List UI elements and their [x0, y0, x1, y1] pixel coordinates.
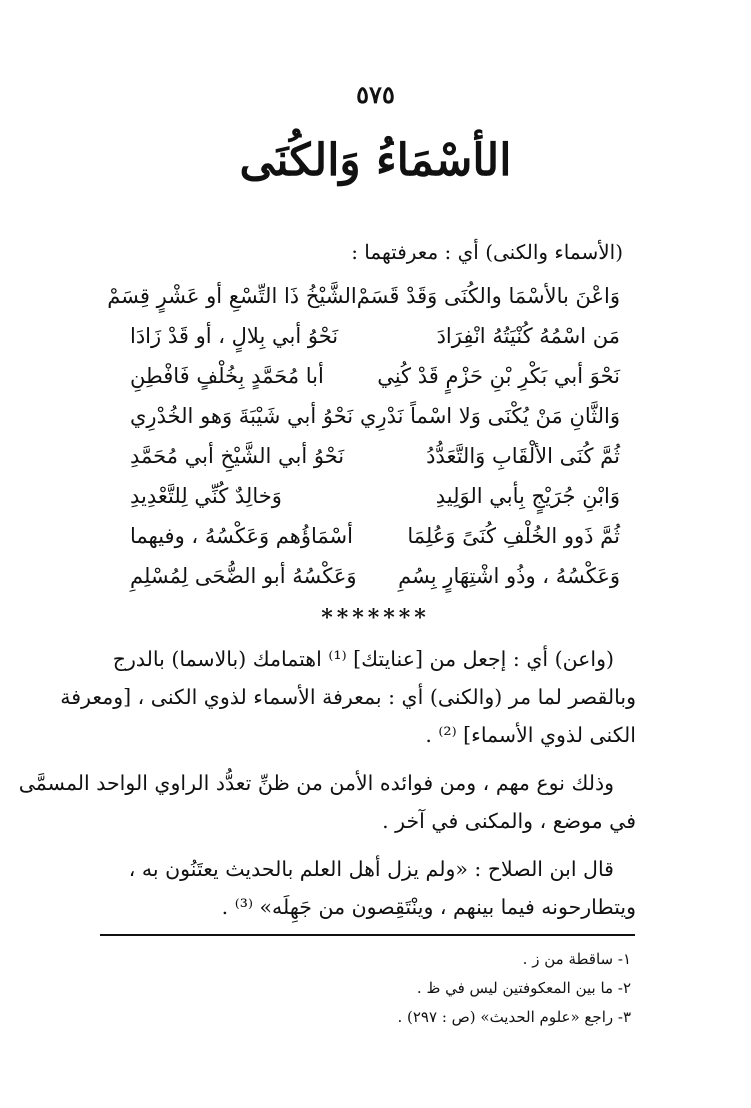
page-number: ٥٧٥ [356, 80, 395, 109]
poem-verses [107, 276, 620, 596]
verse-second-hemistich: وَعَكْسُهُ أبو الضُّحَى لِمُسْلِمِ [130, 564, 357, 588]
intro-line: (الأسماء والكنى) أي : معرفتهما : [351, 240, 623, 264]
verse-second-hemistich: نَحْوُ أبي الشَّيْخِ أبي مُحَمَّدِ [130, 444, 345, 468]
verse-first-hemistich: وَاعْنَ بالأسْمَا والكُنَى وَقَدْ قَسَمْ [356, 284, 620, 308]
verse-second-hemistich: نَحْوُ أبي شَيْبَةَ وَهو الخُدْرِي [130, 404, 354, 428]
verse-line [130, 476, 620, 516]
verse-second-hemistich: أبا مُحَمَّدٍ بِخُلْفٍ فَافْطِنِ [130, 364, 324, 388]
footnote: ٣- راجع «علوم الحديث» (ص : ٢٩٧) . [397, 1008, 631, 1026]
text-line: قال ابن الصلاح : «ولم يزل أهل العلم بالحديث يعتَنُون به ، [128, 857, 614, 881]
footnote: ٢- ما بين المعكوفتين ليس في ظ . [416, 979, 631, 997]
verse-first-hemistich: وَالثَّانِ مَنْ يُكْنَى وَلا اسْماً نَدْرِي [360, 404, 620, 428]
verse-first-hemistich: مَن اسْمُهُ كُنْيَتُهُ انْفِرَادَ [436, 324, 620, 348]
verse-line [107, 276, 620, 316]
paragraph [60, 640, 636, 754]
verse-first-hemistich: نَحْوَ أبي بَكْرِ بْنِ حَزْمٍ قَدْ كُنِي [377, 364, 620, 388]
verse-line [130, 436, 620, 476]
footnote: ١- ساقطة من ز . [522, 950, 631, 968]
text-line: في موضع ، والمكنى في آخر . [382, 809, 636, 833]
paragraph [118, 850, 636, 926]
text-line: الكنى لذوي الأسماء] ⁽²⁾ . [425, 723, 636, 747]
verse-line [130, 316, 620, 356]
verse-line [130, 356, 620, 396]
verse-first-hemistich: ثُمَّ كُنَى الألْقَابِ وَالتَّعَدُّدُ [426, 444, 620, 468]
text-line: وبالقصر لما مر (والكنى) أي : بمعرفة الأسماء لذوي الكنى ، [ومعرفة [60, 685, 636, 709]
verse-first-hemistich: ثُمَّ ذَوو الخُلْفِ كُنَىً وَعُلِمَا [407, 524, 620, 548]
paragraph [18, 764, 636, 840]
text-line: ويتطارحونه فيما بينهم ، وينْتَقِصون من جَهِلَه» ⁽³⁾ . [221, 895, 636, 919]
verse-first-hemistich: وَعَكْسُهُ ، وذُو اشْتِهَارٍ بِسُمِ [398, 564, 620, 588]
verse-second-hemistich: وَخالِدٌ كُنِّي لِلتَّعْدِيدِ [130, 484, 282, 508]
chapter-title: الأسْمَاءُ وَالكُنَى [239, 135, 512, 186]
footnotes [397, 950, 631, 1037]
footnote-divider [100, 934, 635, 936]
verse-second-hemistich: الشَّيْخُ ذَا التِّسْعِ أو عَشْرٍ قِسَمْ [107, 284, 357, 308]
verse-second-hemistich: نَحْوُ أبي بِلالٍ ، أو قَدْ زَادَا [130, 324, 339, 348]
verse-line [130, 516, 620, 556]
section-separator: ******* [321, 605, 430, 631]
verse-line [130, 396, 620, 436]
text-line: (واعن) أي : إجعل من [عنايتك] ⁽¹⁾ اهتمامك (بالاسما) بالدرج [112, 647, 614, 671]
verse-second-hemistich: أسْمَاؤُهم وَعَكْسُهُ ، وفيهما [130, 524, 353, 548]
text-line: وذلك نوع مهم ، ومن فوائده الأمن من ظنِّ تعدُّد الراوي الواحد المسمَّى [18, 771, 614, 795]
verse-line [130, 556, 620, 596]
verse-first-hemistich: وَابْنِ جُرَيْجٍ بِأبي الوَلِيدِ [435, 484, 620, 508]
commentary-body [18, 640, 636, 936]
